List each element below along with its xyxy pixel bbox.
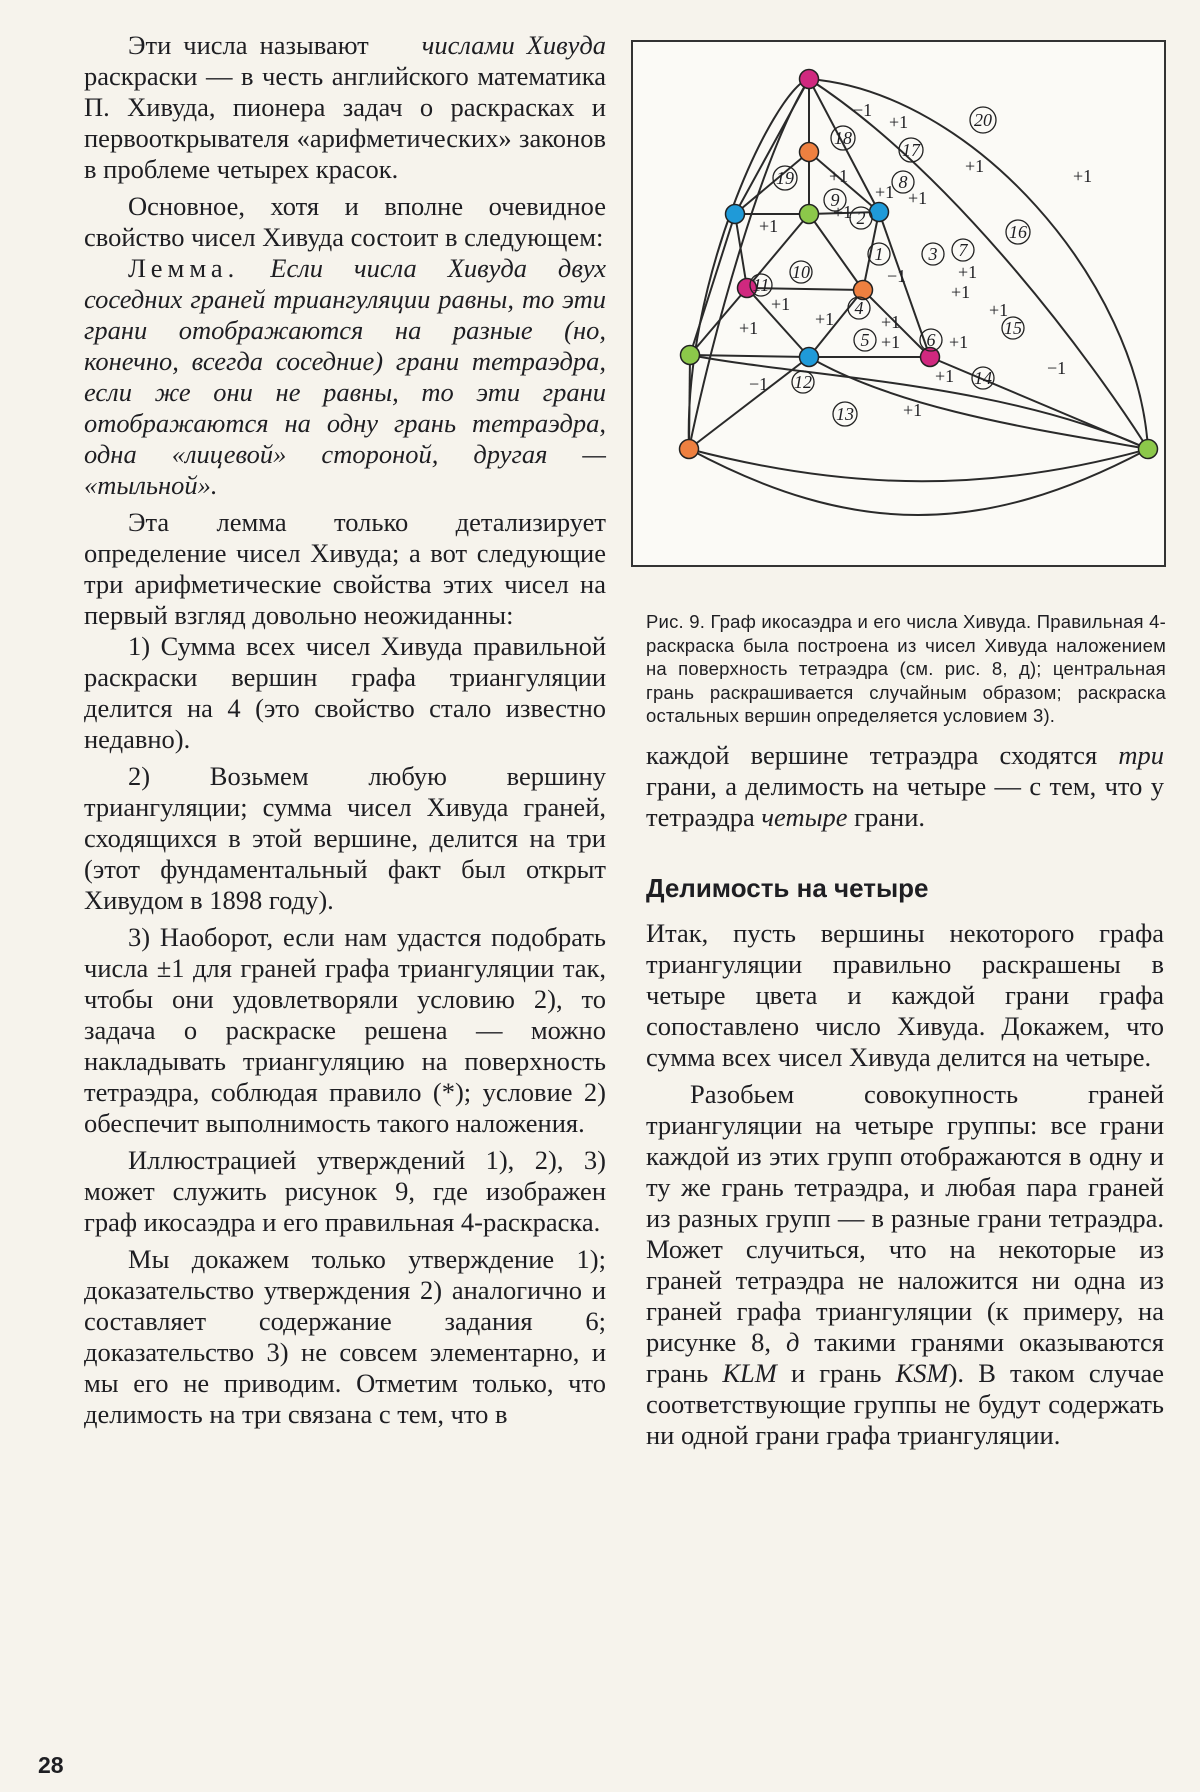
svg-text:4: 4 [854,298,864,318]
sign: −1 [887,266,907,286]
sign: +1 [815,309,835,329]
face-label-17 [899,138,923,162]
paragraph-continuation: каждой вершине тетраэдра сходятся три грани, а делимость на четыре — с тем, что у тетраэдра четыре грани. [646,740,1164,832]
face-label-7 [952,239,974,261]
sign: +1 [739,318,759,338]
svg-text:13: 13 [836,404,854,424]
face-label-11 [750,274,772,296]
paragraph-partition: Разобьем совокупность граней триангуляции на четыре группы: все грани каждой из этих групп отображаются в одну и ту же грань тетраэдра, и любая пара граней из разных групп — в разные грани тетраэдра. Может случиться, что на некоторые из граней тетраэдра не наложится ни одна из граней графа триангуляции (к примеру, на рисунке 8, д такими гранями оказываются грань KLM и грань KSM). В таком случае соответствующие группы не будут содержать ни одной грани графа триангуляции. [646,1079,1164,1450]
lemma: Лемма. Если числа Хивуда двух соседних граней триангуляции равны, то эти грани отображаются на разные (но, конечно, всегда соседние) грани тетраэдра, если же они не равны, то эти грани отображаются на одну грань тетраэдра, одна «лицевой» стороной, другая — «тыльной». [84,253,607,500]
svg-text:17: 17 [902,140,920,160]
edge-t [690,355,809,357]
vertex-bottom-blue [800,348,819,367]
face-label-10 [790,261,812,283]
edge-d [735,152,809,214]
svg-text:19: 19 [776,168,794,188]
sign: +1 [759,216,779,236]
face-label-18 [831,126,855,150]
face-label-4 [848,297,870,319]
svg-text:6: 6 [926,330,936,350]
sign: −1 [1047,358,1067,378]
svg-text:2: 2 [856,208,866,228]
face-label-16 [1006,220,1030,244]
right-column [646,740,1164,1451]
svg-text:16: 16 [1009,222,1027,242]
icosahedron-graph-svg [633,42,1164,565]
section-heading: Делимость на четыре [646,873,929,903]
svg-text:12: 12 [794,372,812,392]
edge-i [735,214,747,288]
figure-icosahedron-graph [631,40,1166,567]
svg-text:1: 1 [874,244,884,264]
sign: +1 [881,312,901,332]
face-label-19 [773,166,797,190]
svg-text:18: 18 [834,128,852,148]
paragraph-heawood-intro: Эти числа называют числами Хивуда раскраски — в честь английского математика П. Хивуда, пионера задач о раскрасках и первооткрывателя «арифметических» законов в проблеме четырех красок. [84,30,607,184]
sign: +1 [1073,166,1093,186]
svg-text:3: 3 [928,244,938,264]
paragraph-basic-property: Основное, хотя и вполне очевидное свойство чисел Хивуда состоит в следующем: [84,191,606,252]
sign: +1 [935,366,955,386]
edge-k [809,214,863,290]
vertex-inner-top-orange [800,143,819,162]
sign: +1 [951,282,971,302]
sign: +1 [875,182,895,202]
vertex-left-blue [726,205,745,224]
edge-p [690,214,735,355]
vertex-inner-orange [854,281,873,300]
property-1: 1) Сумма всех чисел Хивуда правильной раскраски вершин графа триангуляции делится на 4 (это свойство стало известно недавно). [84,631,606,754]
face-label-5 [854,329,876,351]
svg-text:8: 8 [898,172,908,192]
property-2: 2) Возьмем любую вершину триангуляции; сумма чисел Хивуда граней, сходящихся в этой вершине, делится на три (этот фундаментальный факт был открыт Хивудом в 1898 году). [84,761,606,915]
svg-text:20: 20 [974,110,992,130]
vertex-bottom-right-green [1139,440,1158,459]
sign: +1 [833,202,853,222]
face-label-13 [833,402,857,426]
paragraph-divisibility-setup: Итак, пусть вершины некоторого графа триангуляции правильно раскрашены в четыре цвета и каждой грани графа сопоставлено число Хивуда. Докажем, что сумма всех чисел Хивуда делится на четыре. [646,918,1164,1072]
svg-text:9: 9 [830,190,840,210]
svg-text:10: 10 [792,262,810,282]
face-label-14 [972,367,994,389]
sign: +1 [889,112,909,132]
edge-bottom-outer [689,449,1148,481]
graph-labels [739,100,1092,426]
vertex-center-green [800,205,819,224]
face-label-20 [970,107,996,133]
face-label-12 [792,371,814,393]
edge-v [689,355,690,449]
svg-text:14: 14 [974,368,992,388]
face-label-15 [1002,317,1024,339]
paragraph-three-properties: Эта лемма только детализирует определение чисел Хивуда; а вот следующие три арифметические свойства этих чисел на первый взгляд довольно неожиданны: [84,507,606,630]
svg-text:7: 7 [958,240,968,260]
vertex-top [800,70,819,89]
sign: +1 [903,400,923,420]
sign: +1 [989,300,1009,320]
sign: −1 [749,374,769,394]
edge-a [735,79,809,214]
paragraph-proof-note: Мы докажем только утверждение 1); доказательство утверждения 2) аналогично и составляет содержание задания 6; доказательство 3) не совсем элементарно, и мы его не приводим. Отметим только, что делимость на три связана с тем, что в [84,1244,606,1429]
sign: −1 [853,100,873,120]
paragraph-illustration: Иллюстрацией утверждений 1), 2), 3) может служить рисунок 9, где изображен граф икосаэдра и его правильная 4-раскраска. [84,1145,606,1237]
sign: +1 [965,156,985,176]
face-label-3 [922,243,944,265]
svg-text:5: 5 [860,330,870,350]
svg-text:15: 15 [1004,318,1022,338]
svg-text:11: 11 [752,275,770,295]
sign: +1 [908,188,928,208]
sign: +1 [949,332,969,352]
sign: +1 [829,166,849,186]
vertex-bottom-left-orange [680,440,699,459]
property-3: 3) Наоборот, если нам удастся подобрать числа ±1 для граней графа триангуляции так, чтобы они удовлетворяли условию 2), то задача о раскраске решена — можно накладывать триангуляцию на поверхность тетраэдра, соблюдая правило (*); условие 2) обеспечит выполнимость такого наложения. [84,922,606,1138]
sign: +1 [771,294,791,314]
page-number: 28 [38,1752,64,1778]
sign: +1 [958,262,978,282]
figure-caption: Рис. 9. Граф икосаэдра и его числа Хивуда. Правильная 4-раскраска была построена из чисел Хивуда наложением на поверхность тетраэдра (см. рис. 8, д); центральная грань раскрашивается случайным образом; раскраска остальных вершин определяется условием 3). [646,611,1166,726]
sign: +1 [881,332,901,352]
vertex-left-green [681,346,700,365]
edge-outer-right [809,79,1148,449]
edge-top-right [809,79,1148,449]
face-label-2 [850,207,872,229]
left-column [84,30,606,1430]
